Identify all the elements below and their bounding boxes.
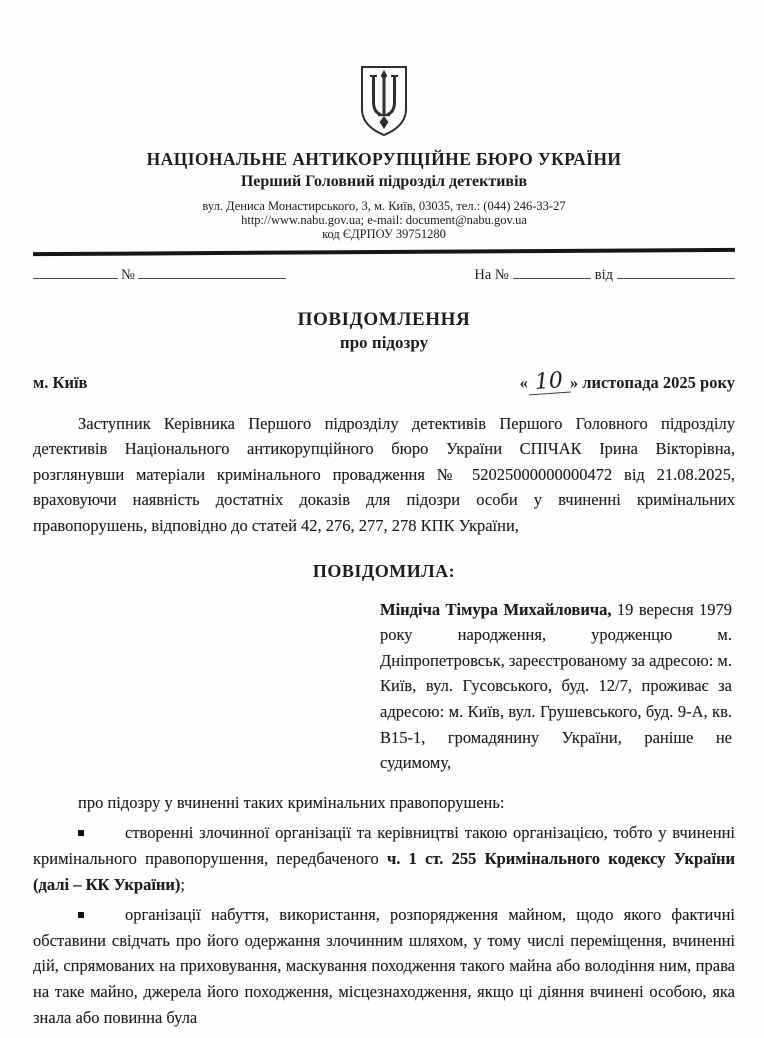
document-title: ПОВІДОМЛЕННЯ xyxy=(297,308,471,330)
edrpou-code-line: код ЄДРПОУ 39751280 xyxy=(322,226,446,241)
offense-1-text: створенні злочинної організації та керівництві такою організацією, тобто у вчиненні кримінального правопорушення, передбаченого xyxy=(33,823,735,869)
offense-1-article: ч. 1 ст. 255 Кримінального кодексу України (далі – КК України) xyxy=(33,849,735,894)
incoming-number-blank xyxy=(513,264,591,279)
incoming-number-field xyxy=(470,264,735,284)
offense-2-text: організації набуття, використання, розпорядження майном, щодо якого фактичні обставини свідчать про його одержання злочинним шляхом, у тому числі переміщення, вчиненні дій, спрямованих на приховування, маскування походження такого майна або володіння ним, права на таке майно, джерела його походження, місцезнаходження, якщо ці діяння вчинені особою, яка знала або повинна була xyxy=(33,905,735,1027)
offense-item-1 xyxy=(33,820,735,897)
offense-item-2 xyxy=(33,902,735,1030)
letterhead xyxy=(33,64,735,241)
header-divider xyxy=(33,247,735,255)
suspect-name: Міндіча Тімура Михайловича, xyxy=(380,599,612,619)
on-number-label: На № xyxy=(474,266,509,283)
from-label: від xyxy=(594,266,613,283)
quote-close: » xyxy=(569,372,579,392)
web-email-line: http://www.nabu.gov.ua; e-mail: document@nabu.gov.ua xyxy=(241,212,527,227)
outgoing-number-blank xyxy=(138,264,286,279)
division-name: Перший Головний підрозділ детективів xyxy=(240,173,528,191)
quote-open: « xyxy=(519,372,528,392)
date-rest: листопада 2025 року xyxy=(578,372,735,392)
incoming-date-blank xyxy=(617,264,735,279)
org-name: НАЦІОНАЛЬНЕ АНТИКОРУПЦІЙНЕ БЮРО УКРАЇНИ xyxy=(146,149,622,169)
outgoing-number-field xyxy=(33,264,286,284)
city: м. Київ xyxy=(33,372,88,392)
suspect-details-block xyxy=(380,597,732,776)
suspect-details: 19 вересня 1979 року народження, уродженцю м. Дніпропетровськ, зареєстрованому за адресою: м. Київ, вул. Гусовського, буд. 12/7, проживає за адресою: м. Київ, вул. Грушевського, буд. 9-А, кв. В15-1, громадянину України, раніше не судимому, xyxy=(380,599,732,773)
bullet-icon xyxy=(78,830,84,836)
offenses-intro: про підозру у вчиненні таких кримінальних правопорушень: xyxy=(78,792,505,812)
offense-1-tail: ; xyxy=(180,874,186,894)
document-subtitle: про підозру xyxy=(339,333,429,353)
notified-heading: ПОВІДОМИЛА: xyxy=(312,560,456,581)
date xyxy=(519,367,735,395)
reference-row xyxy=(33,264,735,284)
intro-paragraph: Заступник Керівника Першого підрозділу детективів Першого Головного підрозділу детективів Національного антикорупційного бюро України СПІЧАК Ірина Вікторівна, розглянувши матеріали кримінального провадження № 52025000000000472 від 21.08.2025, враховуючи наявність достатніх доказів для підозри особи у вчиненні кримінальних правопорушень, відповідно до статей 42, 276, 277, 278 КПК України, xyxy=(33,413,735,536)
number-label: № xyxy=(121,266,135,283)
bullet-icon xyxy=(78,912,84,918)
handwritten-day: 10 xyxy=(527,369,571,395)
outgoing-date-blank xyxy=(33,264,118,279)
place-date-row xyxy=(33,367,735,395)
address-line: вул. Дениса Монастирського, 3, м. Київ, 03035, тел.: (044) 246-33-27 xyxy=(202,198,566,213)
tryzub-shield-icon xyxy=(358,64,410,138)
